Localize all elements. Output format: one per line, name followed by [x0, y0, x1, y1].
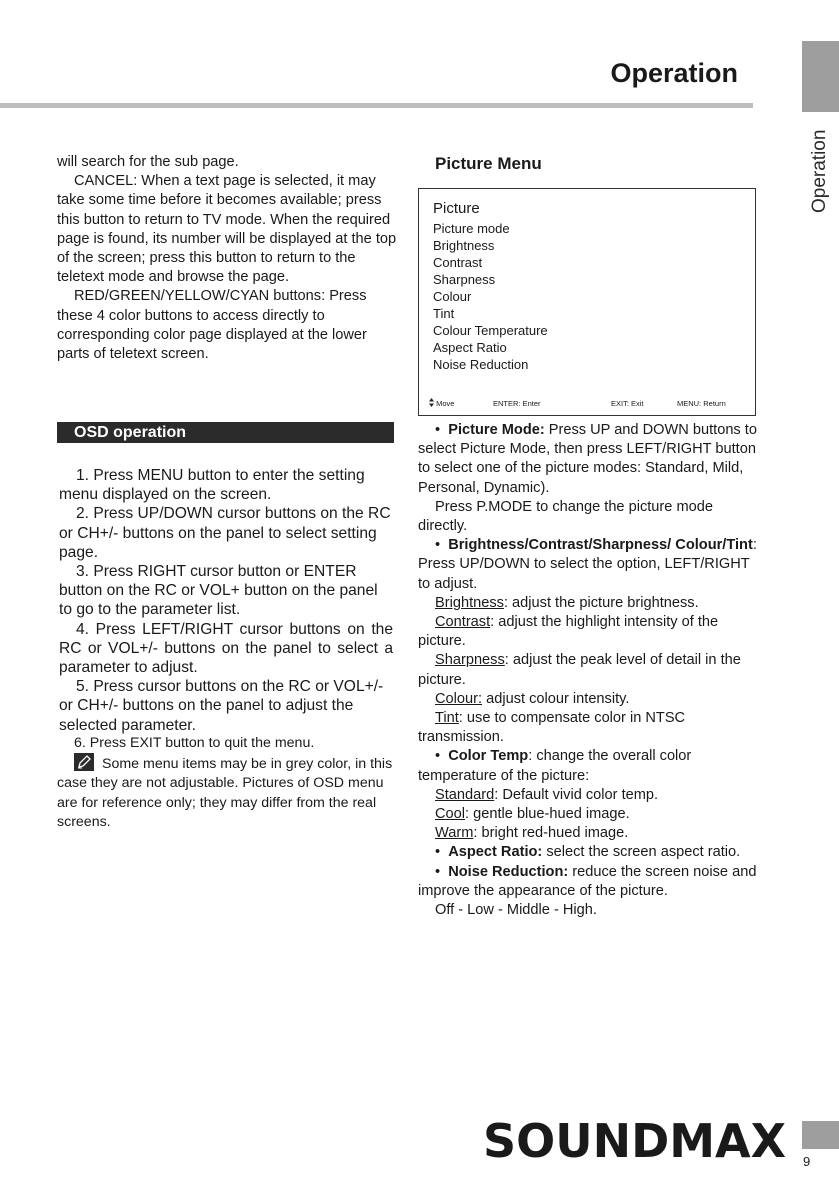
term: Warm — [435, 825, 474, 842]
paragraph: • Noise Reduction: reduce the screen noise and improve the appearance of the picture. — [418, 863, 757, 899]
osd-steps — [59, 466, 393, 735]
teletext-description — [57, 153, 397, 364]
paragraph: will search for the sub page. — [57, 154, 239, 170]
term: Cool — [435, 806, 466, 823]
paragraph: • Aspect Ratio: select the screen aspect ratio. — [435, 844, 741, 861]
menu-item: Brightness — [433, 238, 495, 253]
page-tab-marker — [802, 1121, 839, 1149]
step-item: 5. Press cursor buttons on the RC or VOL+/-or CH+/- buttons on the panel to adjust the selected parameter. — [59, 678, 384, 734]
paragraph — [418, 594, 760, 613]
step-item: 1. Press MENU button to enter the setting menu displayed on the screen. — [59, 467, 365, 504]
term-text: : adjust the picture brightness. — [503, 594, 699, 611]
paragraph — [418, 805, 760, 824]
paragraph: Press P.MODE to change the picture mode directly. — [418, 498, 713, 535]
section-heading-bar — [57, 422, 394, 443]
menu-item: Aspect Ratio — [433, 340, 507, 355]
step-item: 6. Press EXIT button to quit the menu. — [74, 735, 315, 751]
term-text: : bright red-hued image. — [473, 825, 629, 842]
note-pen-icon — [74, 753, 94, 771]
menu-item: Picture mode — [433, 221, 510, 236]
section-heading: OSD operation — [74, 424, 187, 441]
paragraph: RED/GREEN/YELLOW/CYAN buttons: Press these 4 color buttons to access directly to corresponding color page displayed at the lower parts of teletext screen. — [57, 288, 367, 363]
osd-note — [57, 734, 397, 832]
paragraph — [418, 690, 760, 709]
menu-title: Picture — [433, 200, 480, 217]
term-text: select the screen aspect ratio. — [542, 844, 741, 861]
term-text: : adjust the peak level of detail in the picture. — [418, 652, 741, 688]
move-hint — [429, 398, 454, 408]
term: Noise Reduction: — [448, 863, 569, 880]
picture-menu-description — [418, 421, 760, 920]
term: Contrast — [435, 614, 491, 631]
term-text: Press UP and DOWN buttons to select Picture Mode, then press LEFT/RIGHT button to select one of the picture modes: Standard, Mild, Personal, Dynamic). — [418, 422, 757, 496]
note-text: Some menu items may be in grey color, in this case they are not adjustable. Pictures of OSD menu are for reference only; they may differ from the real screens. — [57, 756, 393, 830]
paragraph — [418, 651, 760, 689]
paragraph — [418, 824, 760, 843]
step-item: 2. Press UP/DOWN cursor buttons on the RC or CH+/- buttons on the panel to select setting page. — [59, 505, 391, 561]
menu-item: Noise Reduction — [433, 357, 529, 372]
paragraph: • Brightness/Contrast/Sharpness/ Colour/Tint: Press UP/DOWN to select the option, LEFT/RIGHT to adjust. — [418, 537, 757, 592]
side-section-label-text: Operation — [809, 129, 830, 213]
move-label: Move — [436, 399, 455, 408]
side-section-label — [780, 129, 839, 213]
term: Sharpness — [435, 652, 505, 669]
osd-menu-illustration — [418, 188, 756, 416]
term-text: reduce the screen noise and improve the appearance of the picture. — [418, 863, 757, 899]
term: Tint — [435, 710, 459, 727]
term-text: adjust colour intensity. — [482, 690, 630, 707]
step-item: 4. Press LEFT/RIGHT cursor buttons on the RC or VOL+/- buttons on the panel to select a parameter to adjust. — [59, 620, 393, 677]
term: Colour: — [435, 690, 483, 707]
term: Brightness — [435, 594, 504, 611]
menu-item: Contrast — [433, 255, 483, 270]
term-text: : Press UP/DOWN to select the option, LEFT/RIGHT to adjust. — [418, 537, 757, 592]
side-tab-marker — [802, 41, 839, 112]
paragraph — [418, 709, 760, 747]
term: Standard — [435, 786, 495, 803]
menu-item: Colour Temperature — [433, 323, 548, 338]
term-text: : Default vivid color temp. — [494, 786, 659, 803]
paragraph: • Picture Mode: Press UP and DOWN buttons to select Picture Mode, then press LEFT/RIGHT button to select one of the picture modes: Standard, Mild, Personal, Dynamic). — [418, 422, 757, 496]
page-title: Operation — [610, 58, 738, 88]
term: Picture Mode: — [448, 422, 545, 438]
term: Aspect Ratio: — [448, 844, 543, 861]
paragraph — [418, 786, 760, 805]
picture-menu-heading: Picture Menu — [435, 154, 542, 173]
term: Color Temp — [448, 748, 529, 765]
enter-hint: ENTER: Enter — [493, 399, 541, 408]
header-divider — [0, 103, 753, 108]
menu-item: Sharpness — [433, 272, 496, 287]
brand-logo: SOUNDMAX — [483, 1114, 787, 1168]
paragraph: Off - Low - Middle - High. — [435, 902, 597, 919]
term-text: : gentle blue-hued image. — [465, 806, 630, 823]
term-text: : adjust the highlight intensity of the picture. — [418, 614, 719, 650]
paragraph: CANCEL: When a text page is selected, it may take some time before it becomes available; press this button to return to TV mode. When the required page is found, its number will be displayed at the top of the screen; press this button to return to the teletext mode and browse the page. — [57, 173, 397, 286]
term-text: : change the overall color temperature of the picture: — [418, 748, 692, 784]
paragraph: • Color Temp: change the overall color temperature of the picture: — [418, 748, 692, 784]
page-number: 9 — [803, 1154, 811, 1169]
term: Brightness/Contrast/Sharpness/ Colour/Tint — [448, 537, 753, 554]
menu-item: Tint — [433, 306, 455, 321]
term-text: : use to compensate color in NTSC transmission. — [418, 710, 686, 746]
step-item: 3. Press RIGHT cursor button or ENTER button on the RC or VOL+ button on the panel to go to the parameter list. — [59, 563, 378, 619]
up-down-arrow-icon — [429, 398, 434, 407]
exit-hint: EXIT: Exit — [611, 399, 644, 408]
menu-item-list — [433, 220, 548, 373]
menu-item: Colour — [433, 289, 472, 304]
return-hint: MENU: Return — [677, 399, 726, 408]
paragraph — [418, 613, 760, 651]
